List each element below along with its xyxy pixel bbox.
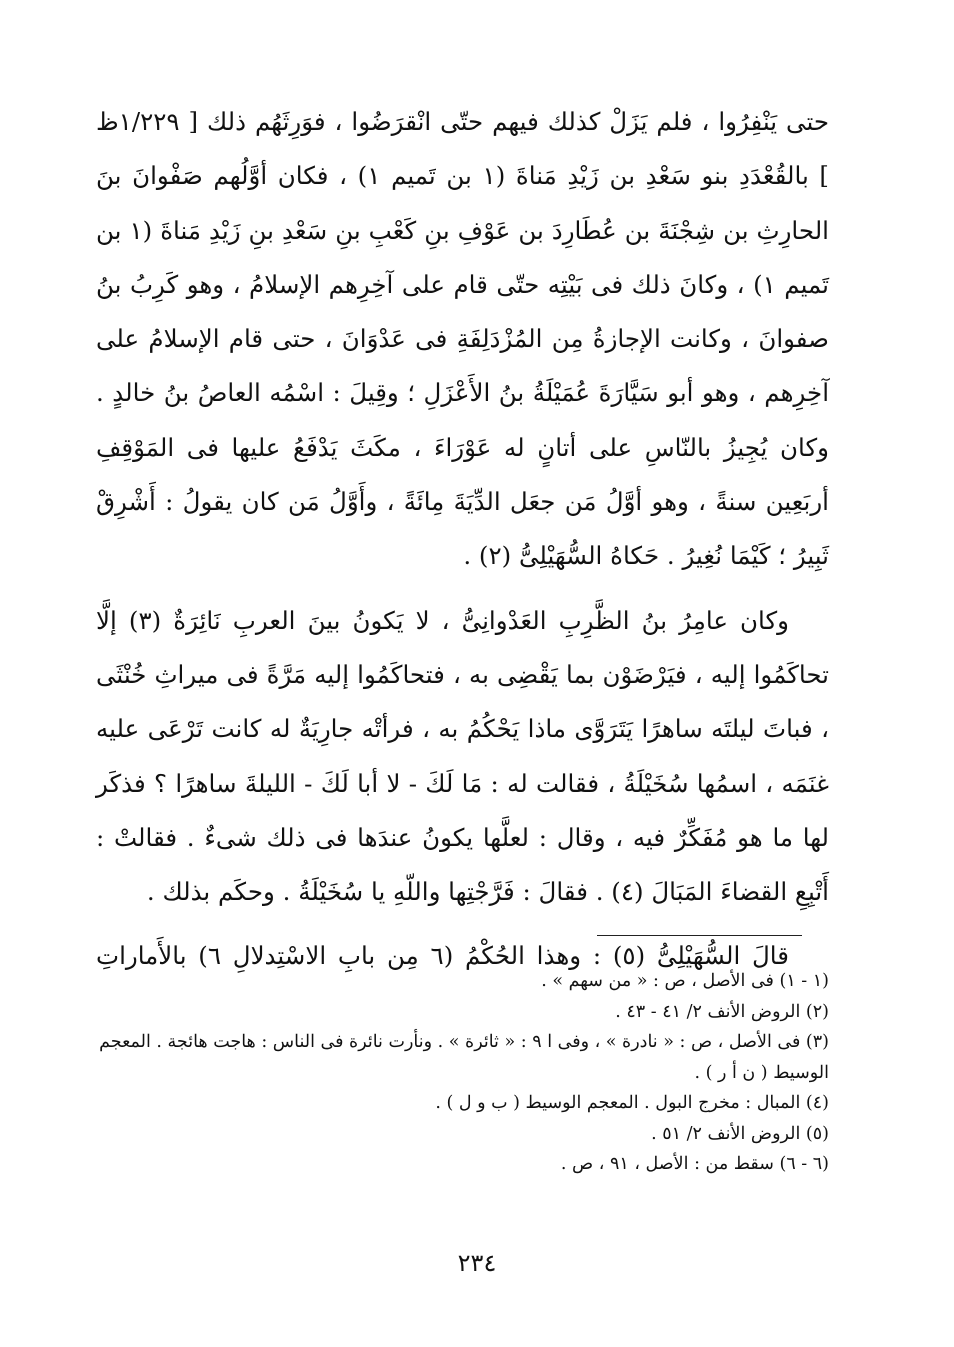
paragraph-1: حتى يَنْفِرُوا ، فلم يَزَلْ كذلك فيهم حتّى انْقرَضُوا ، فوَرِثَهُم ذلك [ ١/٢٢٩ظ ] بالقُعْدَدِ بنو سَعْدِ بن زَيْدِ مَناةَ (١ بن تَميم ١) ، فكان أوَّلُهم صَفْوانَ بنَ الحارِثِ بن شِجْنَةَ بن عُطَارِدَ بن عَوْفِ بنِ كَعْبِ بنِ سَعْدِ بنِ زَيْدِ مَناةَ (١ بن تَميم ١) ، وكانَ ذلك فى بَيْتِه حتّى قام على آخِرِهم الإسلامُ ، وهو كَرِبُ بنُ صفوانَ ، وكانت الإجازةُ مِن المُزْدَلِفَةِ فى عَدْوَانَ ، حتى قام الإسلامُ على آخِرِهم ، وهو أبو سَيَّارَةَ عُمَيْلَةُ بنُ الأَعْزَلِ ؛ وقِيلَ : اسْمُه العاصُ بنُ خالدٍ . وكان يُجِيزُ بالنّاسِ على أتانٍ له عَوْرَاءَ ، مكَثَ يَدْفَعُ عليها فى المَوْقِفِ أربَعِين سنةً ، وهو أوَّلُ مَن جعَل الدِّيَةَ مِائَةً ، وأَوَّلُ مَن كان يقولُ : أَشْرِقْ ثَبِيرُ ؛ كَيْمَا نُغِيرُ . حَكاهُ السُّهَيْلِىُّ (٢) .: [96, 107, 829, 571]
footnotes: [96, 966, 829, 1180]
footnote-1: (١ - ١) فى الأصل ، ص : « من سهم » .: [541, 971, 829, 991]
footnote-5: (٥) الروض الأنف ٢/ ٥١ .: [651, 1123, 829, 1144]
main-text: [96, 95, 829, 984]
paragraph-2: وكان عامِرُ بنُ الظَّرِبِ العَدْوانِىُّ ، لا يَكونُ بينَ العربِ نَائِرَةٌ (٣) إلَّا تحاكَمُوا إليه ، فيَرْضَوْن بما يَقْضِى به ، فتحاكَمُوا إليه مَرَّةً فى ميراثِ خُنْثَى ، فباتَ ليلتَه ساهرًا يَتَرَوَّى ماذا يَحْكُمُ به ، فرأتْه جارِيَةٌ له كانت تَرْعَى عليه غنَمَه ، اسمُها سُخَيْلَةُ ، فقالت له : مَا لَكَ - لا أبا لَكَ - الليلةَ ساهرًا ؟ فذكَر لها ما هو مُفَكِّرٌ فيه ، وقال : لعلَّها يكونُ عندَها فى ذلك شىءٌ . فقالتْ : أَتْبِعِ القضاءَ المَبَالَ (٤) . فقالَ : فَرَّجْتِها واللّهِ يا سُخَيْلَةُ . وحكَم بذلك .: [96, 605, 829, 907]
paragraph-3: قالَ السُّهَيْلِىُّ (٥) : وهذا الحُكْمُ (٦ مِن بابِ الاسْتِدلالِ ٦) بالأَماراتِ: [96, 941, 789, 971]
footnote-3: (٣) فى الأصل ، ص : « نادرة » ، وفى ا ٩ : « ثائرة » . ونأرت نائرة فى الناس : هاجت هائجة . المعجم الوسيط ( ن أ ر ) .: [99, 1032, 829, 1083]
footnote-separator: [597, 935, 802, 936]
page-number: ٢٣٤: [457, 1249, 497, 1277]
footnote-4: (٤) المبال : مخرج البول . المعجم الوسيط ( ب و ل ) .: [435, 1093, 829, 1113]
footnote-2: (٢) الروض الأنف ٢/ ٤١ - ٤٣ .: [615, 1001, 829, 1022]
footnote-6: (٦ - ٦) سقط من : الأصل ، ٩١ ، ص .: [560, 1154, 829, 1174]
